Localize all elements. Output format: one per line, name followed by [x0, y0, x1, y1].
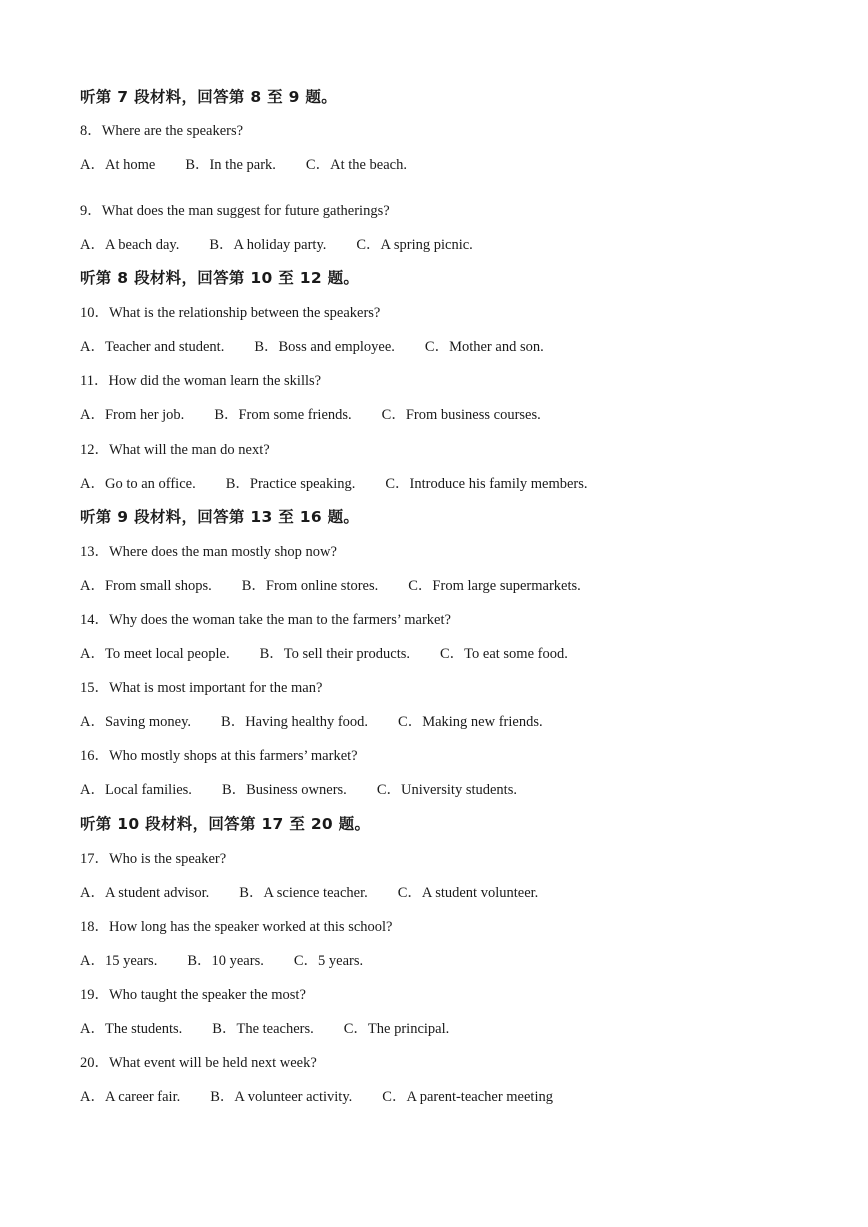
option-b[interactable]: B．From online stores. — [241, 578, 379, 594]
option-a[interactable]: A．From small shops. — [80, 578, 212, 594]
option-c[interactable]: C．From large supermarkets. — [408, 578, 581, 594]
option-b[interactable]: B．In the park. — [185, 157, 276, 173]
question-text: 8．Where are the speakers? — [80, 123, 244, 139]
option-b[interactable]: B．Having healthy food. — [221, 714, 369, 730]
options-row — [80, 577, 581, 595]
option-c[interactable]: C．A student volunteer. — [397, 885, 539, 901]
option-b[interactable]: B．Boss and employee. — [254, 339, 395, 355]
option-a[interactable]: A．A student advisor. — [80, 885, 210, 901]
option-c[interactable]: C．At the beach. — [305, 157, 407, 173]
option-c[interactable]: C．A parent-teacher meeting — [382, 1089, 553, 1105]
options-row — [80, 156, 407, 174]
option-c[interactable]: C．5 years. — [293, 953, 364, 969]
question-text: 11．How did the woman learn the skills? — [80, 373, 322, 389]
section-heading: 听第 7 段材料，回答第 8 至 9 题。 — [80, 88, 338, 106]
option-c[interactable]: C．Introduce his family members. — [385, 476, 588, 492]
option-a[interactable]: A．15 years. — [80, 953, 158, 969]
options-row — [80, 338, 544, 356]
options-row — [80, 1020, 449, 1038]
option-c[interactable]: C．To eat some food. — [440, 646, 568, 662]
question-text: 16．Who mostly shops at this farmers’ market? — [80, 748, 358, 764]
section-heading: 听第 9 段材料，回答第 13 至 16 题。 — [80, 508, 360, 526]
option-a[interactable]: A．Local families. — [80, 782, 192, 798]
option-a[interactable]: A．Go to an office. — [80, 476, 196, 492]
question-text: 15．What is most important for the man? — [80, 680, 323, 696]
options-row — [80, 713, 543, 731]
options-row — [80, 781, 517, 799]
question-text: 20．What event will be held next week? — [80, 1055, 317, 1071]
question-text: 17．Who is the speaker? — [80, 851, 227, 867]
option-b[interactable]: B．Practice speaking. — [225, 476, 356, 492]
option-b[interactable]: B．A science teacher. — [239, 885, 368, 901]
question-text: 10．What is the relationship between the speakers? — [80, 305, 381, 321]
section-heading: 听第 10 段材料，回答第 17 至 20 题。 — [80, 815, 371, 833]
option-a[interactable]: A．From her job. — [80, 407, 185, 423]
question-text: 12．What will the man do next? — [80, 442, 270, 458]
options-row — [80, 645, 568, 663]
question-text: 14．Why does the woman take the man to the farmers’ market? — [80, 612, 451, 628]
option-c[interactable]: C．A spring picnic. — [356, 237, 473, 253]
option-a[interactable]: A．Teacher and student. — [80, 339, 225, 355]
options-row — [80, 952, 363, 970]
options-row — [80, 236, 473, 254]
section-heading: 听第 8 段材料，回答第 10 至 12 题。 — [80, 269, 360, 287]
option-c[interactable]: C．The principal. — [343, 1021, 450, 1037]
options-row — [80, 475, 588, 493]
option-a[interactable]: A．To meet local people. — [80, 646, 230, 662]
option-c[interactable]: C．University students. — [376, 782, 517, 798]
options-row — [80, 1088, 553, 1106]
option-c[interactable]: C．Mother and son. — [424, 339, 544, 355]
option-a[interactable]: A．At home — [80, 157, 156, 173]
option-a[interactable]: A．A beach day. — [80, 237, 180, 253]
option-c[interactable]: C．From business courses. — [381, 407, 541, 423]
option-b[interactable]: B．From some friends. — [214, 407, 352, 423]
question-text: 13．Where does the man mostly shop now? — [80, 544, 337, 560]
option-b[interactable]: B．A volunteer activity. — [210, 1089, 353, 1105]
option-a[interactable]: A．Saving money. — [80, 714, 192, 730]
question-text: 9．What does the man suggest for future gatherings? — [80, 203, 390, 219]
options-row — [80, 406, 541, 424]
option-b[interactable]: B．10 years. — [187, 953, 264, 969]
option-b[interactable]: B．Business owners. — [221, 782, 347, 798]
options-row — [80, 884, 538, 902]
option-a[interactable]: A．A career fair. — [80, 1089, 181, 1105]
option-c[interactable]: C．Making new friends. — [398, 714, 543, 730]
option-b[interactable]: B．The teachers. — [212, 1021, 314, 1037]
question-text: 18．How long has the speaker worked at this school? — [80, 919, 393, 935]
option-a[interactable]: A．The students. — [80, 1021, 183, 1037]
option-b[interactable]: B．A holiday party. — [209, 237, 327, 253]
option-b[interactable]: B．To sell their products. — [259, 646, 410, 662]
question-text: 19．Who taught the speaker the most? — [80, 987, 306, 1003]
